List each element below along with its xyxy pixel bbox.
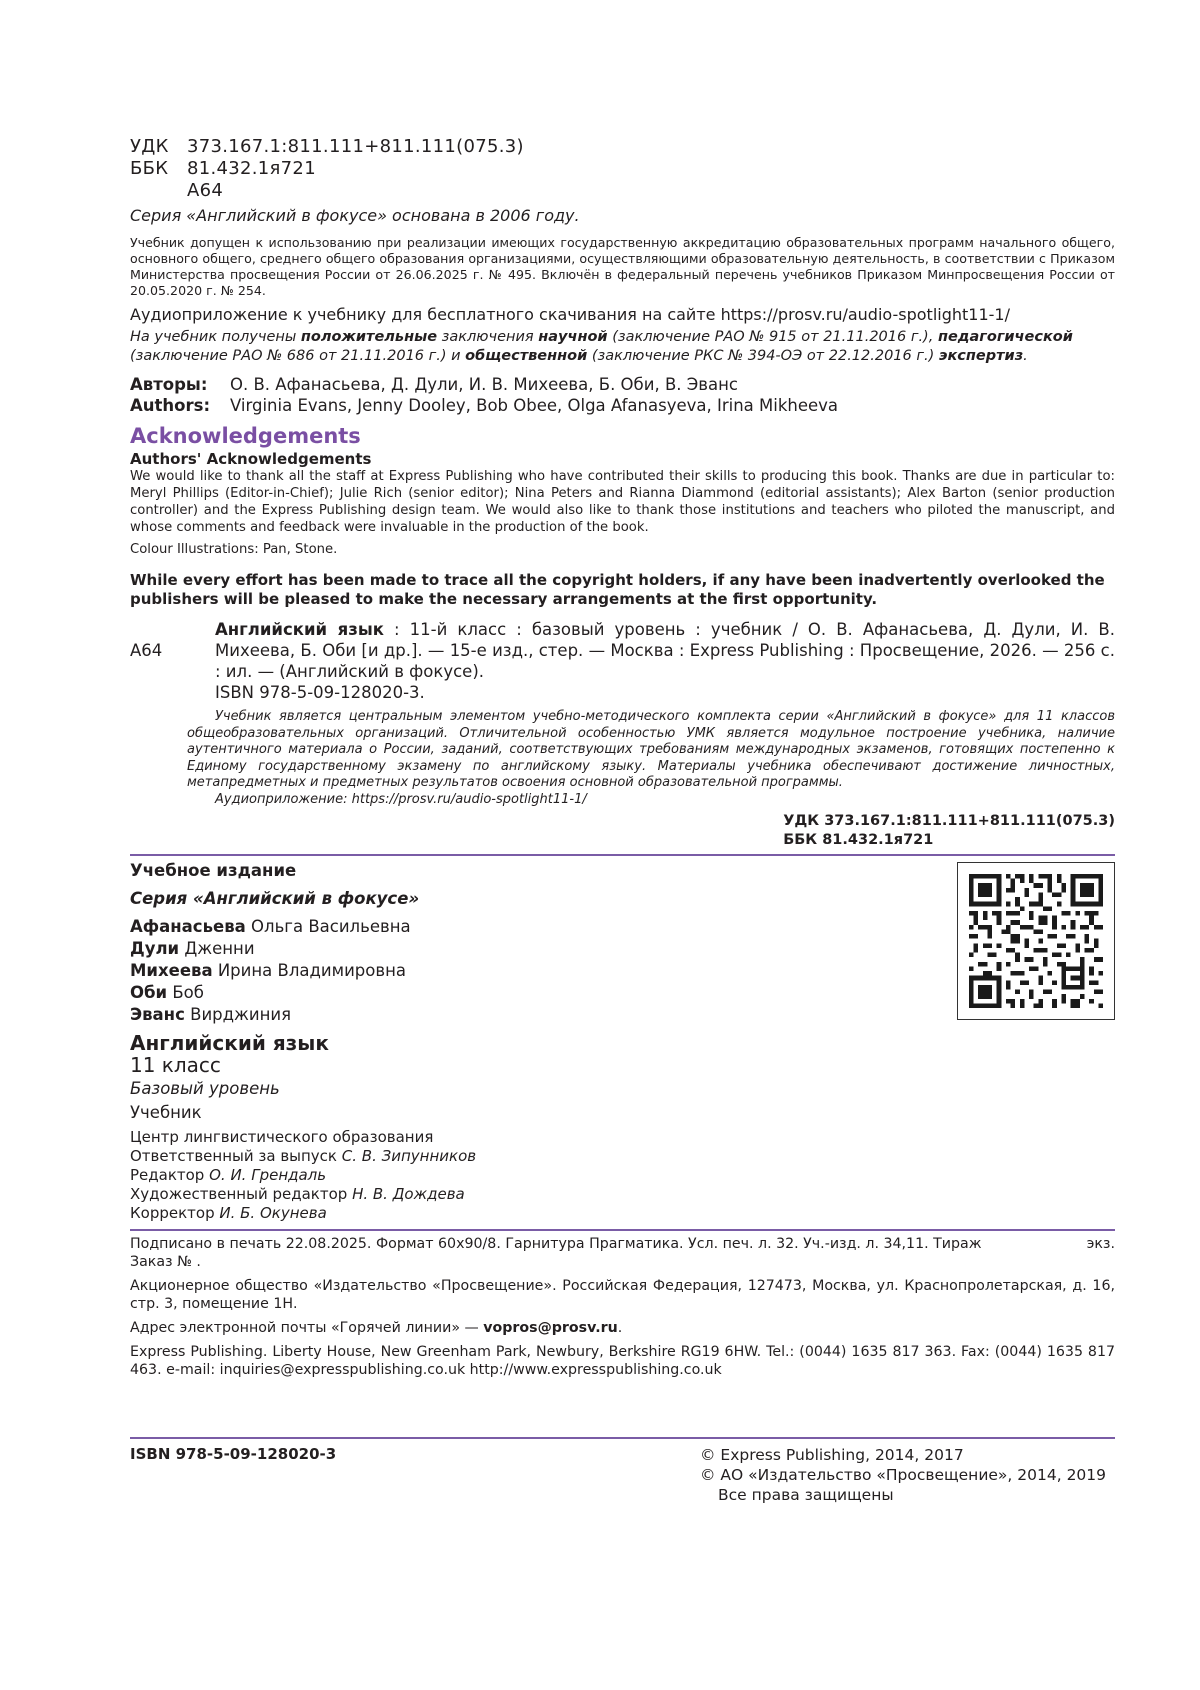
hotline-line: Адрес электронной почты «Горячей линии» — vopros@prosv.ru. — [130, 1320, 623, 1336]
qr-code-icon[interactable] — [957, 862, 1115, 1020]
authors-en — [130, 395, 1115, 416]
expertise-paragraph: На учебник получены положительные заключения научной (заключение РАО № 915 от 21.11.2016 г.), педагогической (заключение РАО № 686 от 21.11.2016 г.) и общественной (заключение РКС № 394-ОЭ от 22.12.2016 г.) экспертиз. — [130, 329, 1073, 364]
catalog-code: А64 — [130, 641, 163, 660]
catalog-isbn: ISBN 978-5-09-128020-3. — [215, 683, 425, 702]
copyright-express: © Express Publishing, 2014, 2017 — [700, 1446, 964, 1464]
print-order: Заказ № . — [130, 1254, 201, 1270]
bbk-value: 81.432.1я721 — [187, 158, 316, 179]
authors-en-names: Virginia Evans, Jenny Dooley, Bob Obee, Olga Afanasyeva, Irina Mikheeva — [230, 396, 839, 415]
staff-line: Редактор О. И. Грендаль — [130, 1166, 327, 1184]
edition-author: Дули Дженни — [130, 939, 255, 958]
edition-subject: Английский язык — [130, 1031, 329, 1055]
edition-grade: 11 класс — [130, 1053, 221, 1077]
imprint-page — [130, 136, 1115, 1505]
bbk-label: ББК — [130, 158, 169, 179]
copyright-block — [700, 1445, 1115, 1505]
copyright-prosv: © АО «Издательство «Просвещение», 2014, 2019 — [700, 1466, 1107, 1484]
footer-isbn: ISBN 978-5-09-128020-3 — [130, 1445, 337, 1463]
authors-acknowledgements-subtitle: Authors' Acknowledgements — [130, 450, 372, 468]
classification-block — [130, 136, 1115, 202]
print-signed: Подписано в печать 22.08.2025. Формат 60x90/8. Гарнитура Прагматика. Усл. печ. л. 32. Уч.-изд. л. 34,11. Тираж — [130, 1236, 982, 1252]
edition-author: Михеева Ирина Владимировна — [130, 961, 406, 980]
edition-author: Эванс Вирджиния — [130, 1005, 292, 1024]
acknowledgements-title: Acknowledgements — [130, 424, 361, 448]
catalog-title: Английский язык — [215, 620, 384, 639]
annotation-audio: Аудиоприложение: https://prosv.ru/audio-spotlight11-1/ — [215, 791, 587, 807]
audio-download-line: Аудиоприложение к учебнику для бесплатного скачивания на сайте https://prosv.ru/audio-spotlight11-1/ — [130, 305, 1010, 324]
express-address: Express Publishing. Liberty House, New Greenham Park, Newbury, Berkshire RG19 6HW. Tel.: (0044) 1635 817 363. Fax: (0044) 1635 817 463. e-mail: inquiries@expresspublishing.co.uk http://www.expresspublishing.co.uk — [130, 1344, 1115, 1378]
catalog-card — [130, 619, 1115, 703]
edition-type: Учебное издание — [130, 861, 297, 880]
footer — [130, 1445, 1115, 1505]
edition-author: Афанасьева Ольга Васильевна — [130, 917, 411, 936]
catalog-annotation: Учебник является центральным элементом учебно-методического комплекта серии «Английский в фокусе» для 11 классов общеобразовательных организаций. Отличительной особенностью УМК является модульное построение учебника, наличие аутентичного материала о России, заданий, соответствующих требованиям международных экзаменов, готовящих постепенно к Единому государственному экзамену по английскому языку. Материалы учебника обеспечивают достижение личностных, метапредметных и предметных результатов освоения основной образовательной программы. Аудиоприложение: https://prosv.ru/audio-spotlight11-1/ — [187, 709, 1115, 807]
approval-text: Учебник допущен к использованию при реализации имеющих государственную аккредитацию образовательных программ начального общего, основного общего, среднего общего образования организациями, осуществляющими образовательную деятельность, в соответствии с Приказом Министерства просвещения России от 26.06.2025 г. № 495. Включён в федеральный перечень учебников Приказом Минпросвещения России от 20.05.2020 г. № 254. — [130, 235, 1115, 298]
authors-block — [130, 374, 1115, 416]
edition-series: Серия «Английский в фокусе» — [130, 889, 420, 908]
acknowledgements-body: We would like to thank all the staff at Express Publishing who have contributed their skills to producing this book. Thanks are due in particular to: Meryl Phillips (Editor-in-Chief); Julie Rich (senior editor); Nina Peters and Rianna Diammond (editorial assistants); Alex Barton (senior production controller) and the Express Publishing design team. We would also like to thank those institutions and teachers who piloted the manuscript, and whose comments and feedback were invaluable in the production of the book. — [130, 469, 1115, 535]
edition-authors — [130, 916, 476, 1026]
staff-line: Художественный редактор Н. В. Дождева — [130, 1185, 465, 1203]
print-signed-row — [130, 1235, 1115, 1253]
copyright-disclaimer: While every effort has been made to trace all the copyright holders, if any have been inadvertently overlooked the publishers will be pleased to make the necessary arrangements at the first opportunity. — [130, 571, 1105, 608]
catalog-classification-right — [130, 812, 1115, 850]
author-mark-row — [130, 180, 1115, 202]
edition-staff — [130, 1128, 476, 1223]
author-mark: А64 — [187, 180, 224, 201]
staff-line: Центр лингвистического образования — [130, 1128, 434, 1146]
divider — [130, 1229, 1115, 1231]
footer-divider — [130, 1437, 1115, 1439]
staff-line: Ответственный за выпуск С. В. Зипунников — [130, 1147, 477, 1165]
print-copies: экз. — [1086, 1236, 1115, 1252]
series-note: Серия «Английский в фокусе» основана в 2006 году. — [130, 206, 580, 225]
catalog-description: Английский язык : 11-й класс : базовый уровень : учебник / О. В. Афанасьева, Д. Дули, И. В. Михеева, Б. Оби [и др.]. — 15-е изд., стер. — Москва : Express Publishing : Просвещение, 2026. — 256 с. : ил. — (Английский в фокусе). — [215, 620, 1115, 681]
bbk-right: ББК 81.432.1я721 — [783, 832, 934, 848]
hotline-email[interactable]: vopros@prosv.ru — [483, 1320, 618, 1336]
publisher-address: Акционерное общество «Издательство «Просвещение». Российская Федерация, 127473, Москва, ул. Краснопролетарская, д. 16, стр. 3, помещение 1Н. — [130, 1278, 1115, 1312]
udk-row — [130, 136, 1115, 158]
divider — [130, 854, 1115, 856]
edition-level: Базовый уровень — [130, 1079, 280, 1098]
authors-en-label: Authors: — [130, 396, 211, 415]
edition-kind: Учебник — [130, 1103, 202, 1122]
udk-label: УДК — [130, 136, 169, 157]
edition-author: Оби Боб — [130, 983, 204, 1002]
authors-ru — [130, 374, 1115, 395]
authors-ru-names: О. В. Афанасьева, Д. Дули, И. В. Михеева, Б. Оби, В. Эванс — [230, 375, 738, 394]
udk-right: УДК 373.167.1:811.111+811.111(075.3) — [783, 813, 1115, 829]
edition-block — [130, 860, 1115, 1223]
all-rights-reserved: Все права защищены — [718, 1486, 894, 1504]
print-info — [130, 1235, 1115, 1379]
illustrations-credit: Colour Illustrations: Pan, Stone. — [130, 542, 338, 557]
udk-value: 373.167.1:811.111+811.111(075.3) — [187, 136, 524, 157]
bbk-row — [130, 158, 1115, 180]
authors-ru-label: Авторы: — [130, 375, 208, 394]
staff-line: Корректор И. Б. Окунева — [130, 1204, 327, 1222]
